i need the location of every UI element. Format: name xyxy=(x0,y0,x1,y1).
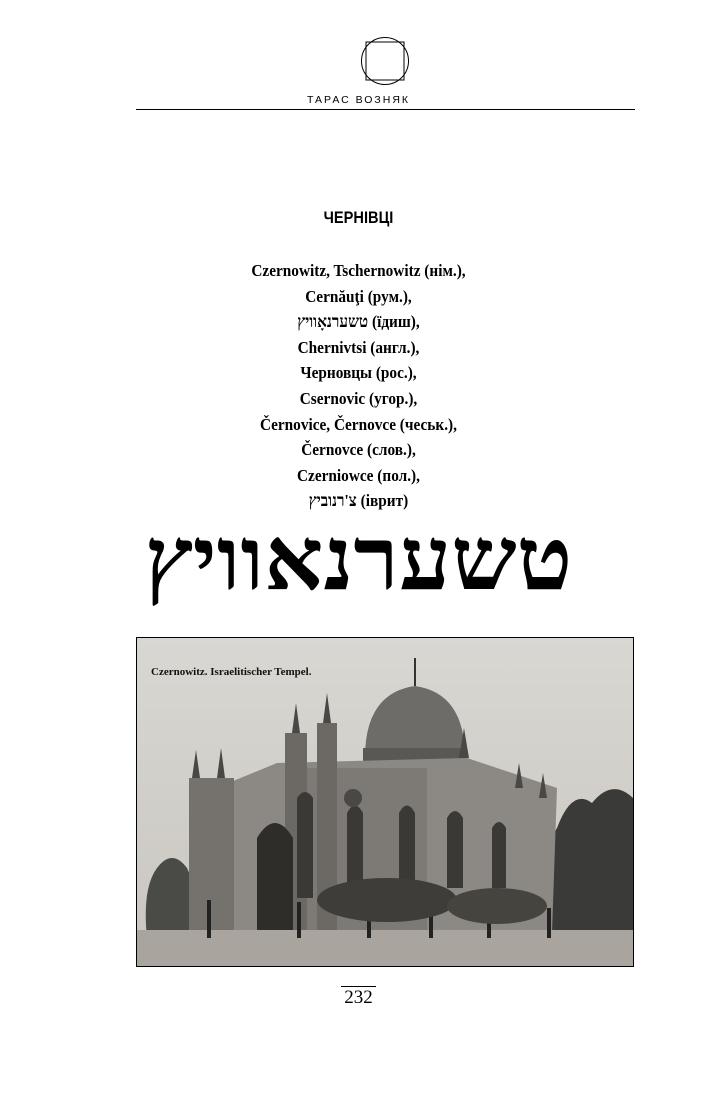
name-line: Czernowitz, Tschernowitz (нім.), xyxy=(251,261,466,280)
city-names-list xyxy=(0,258,717,514)
name-line: Csernovic (угор.), xyxy=(299,388,418,408)
name-line: Черновцы (рос.), xyxy=(300,363,417,383)
name-line: Czerniowce (пол.), xyxy=(297,465,420,485)
temple-illustration xyxy=(137,638,633,966)
name-line: Chernivtsi (англ.), xyxy=(297,337,420,357)
page-number xyxy=(0,987,717,1009)
name-line: טשערנאָוויץ (їдиш), xyxy=(297,312,420,332)
logo-circle-square-icon xyxy=(357,33,413,89)
name-line: צ'רנוביץ (іврит) xyxy=(308,491,409,511)
name-line: Černovice, Černovce (чеськ.), xyxy=(260,414,457,434)
page-title: ЧЕРНІВЦІ xyxy=(323,208,394,227)
page-number-value: 232 xyxy=(341,986,376,1008)
running-header-author: ТАРАС ВОЗНЯК xyxy=(306,94,411,106)
name-line: Černovce (слов.), xyxy=(301,440,416,460)
photo-caption: Czernowitz. Israelitischer Tempel. xyxy=(151,666,312,678)
synagogue-photo xyxy=(136,637,634,967)
hebrew-headline: טשערנאוויץ xyxy=(144,506,573,610)
header-rule xyxy=(136,109,635,110)
name-line: Cernăuţi (рум.), xyxy=(305,286,412,306)
